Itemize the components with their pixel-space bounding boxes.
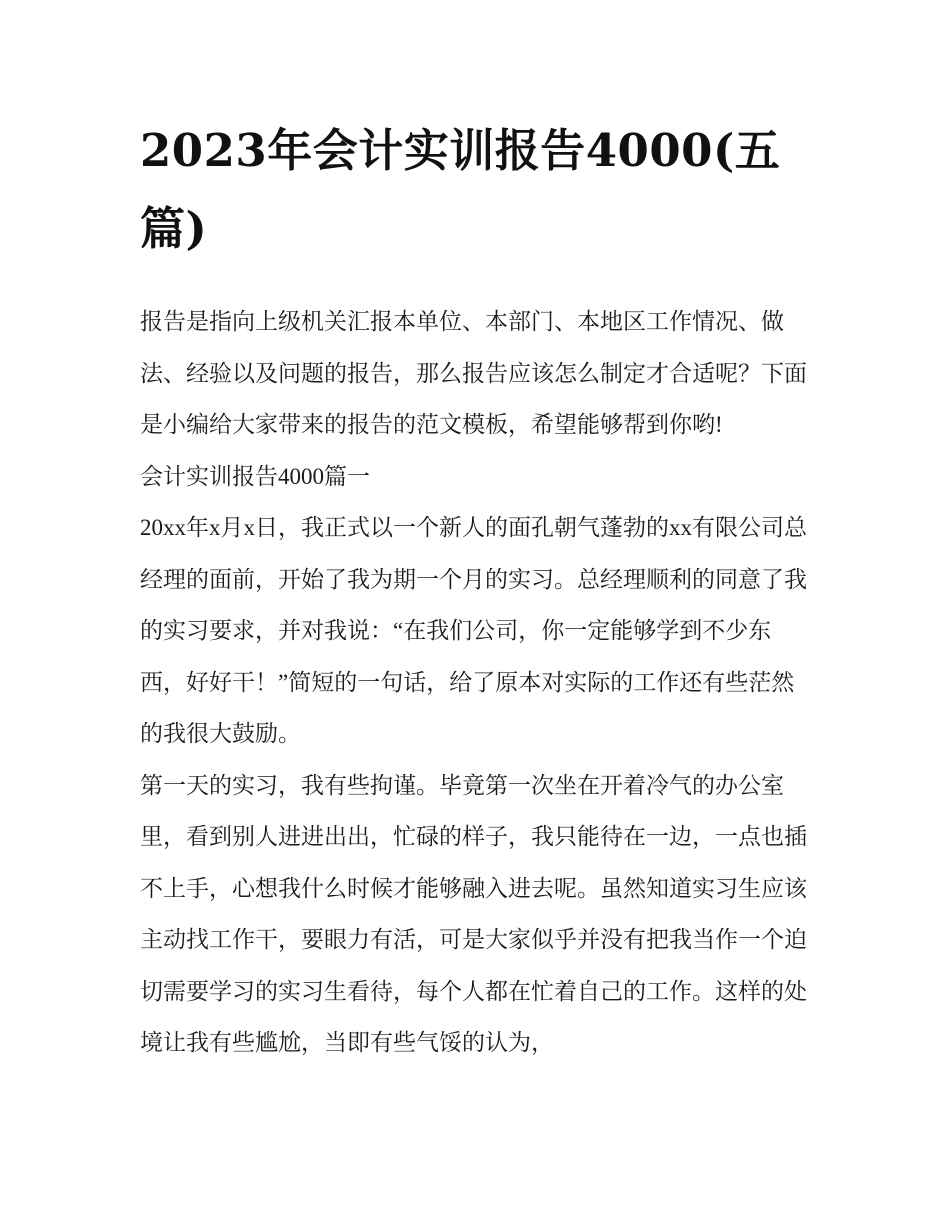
body-paragraph-2: 第一天的实习，我有些拘谨。毕竟第一次坐在开着冷气的办公室里，看到别人进进出出，忙碌的样子，我只能待在一边，一点也插不上手，心想我什么时候才能够融入进去呢。虽然知道实习生应该主动找工作干，要眼力有活，可是大家似乎并没有把我当作一个迫切需要学习的实习生看待，每个人都在忙着自己的工作。这样的处境让我有些尴尬，当即有些气馁的认为， <box>140 772 807 1055</box>
body-paragraph-1: 20xx年x月x日，我正式以一个新人的面孔朝气蓬勃的xx有限公司总经理的面前，开始了我为期一个月的实习。总经理顺利的同意了我的实习要求，并对我说：“在我们公司，你一定能够学到不少东西，好好干！”简短的一句话，给了原本对实际的工作还有些茫然的我很大鼓励。 <box>140 515 807 746</box>
document-page <box>140 112 812 1069</box>
intro-paragraph: 报告是指向上级机关汇报本单位、本部门、本地区工作情况、做法、经验以及问题的报告，那么报告应该怎么制定才合适呢？下面是小编给大家带来的报告的范文模板，希望能够帮到你哟! <box>140 309 807 437</box>
document-title: 2023年会计实训报告4000(五篇) <box>140 124 781 255</box>
section-heading: 会计实训报告4000篇一 <box>140 463 370 489</box>
